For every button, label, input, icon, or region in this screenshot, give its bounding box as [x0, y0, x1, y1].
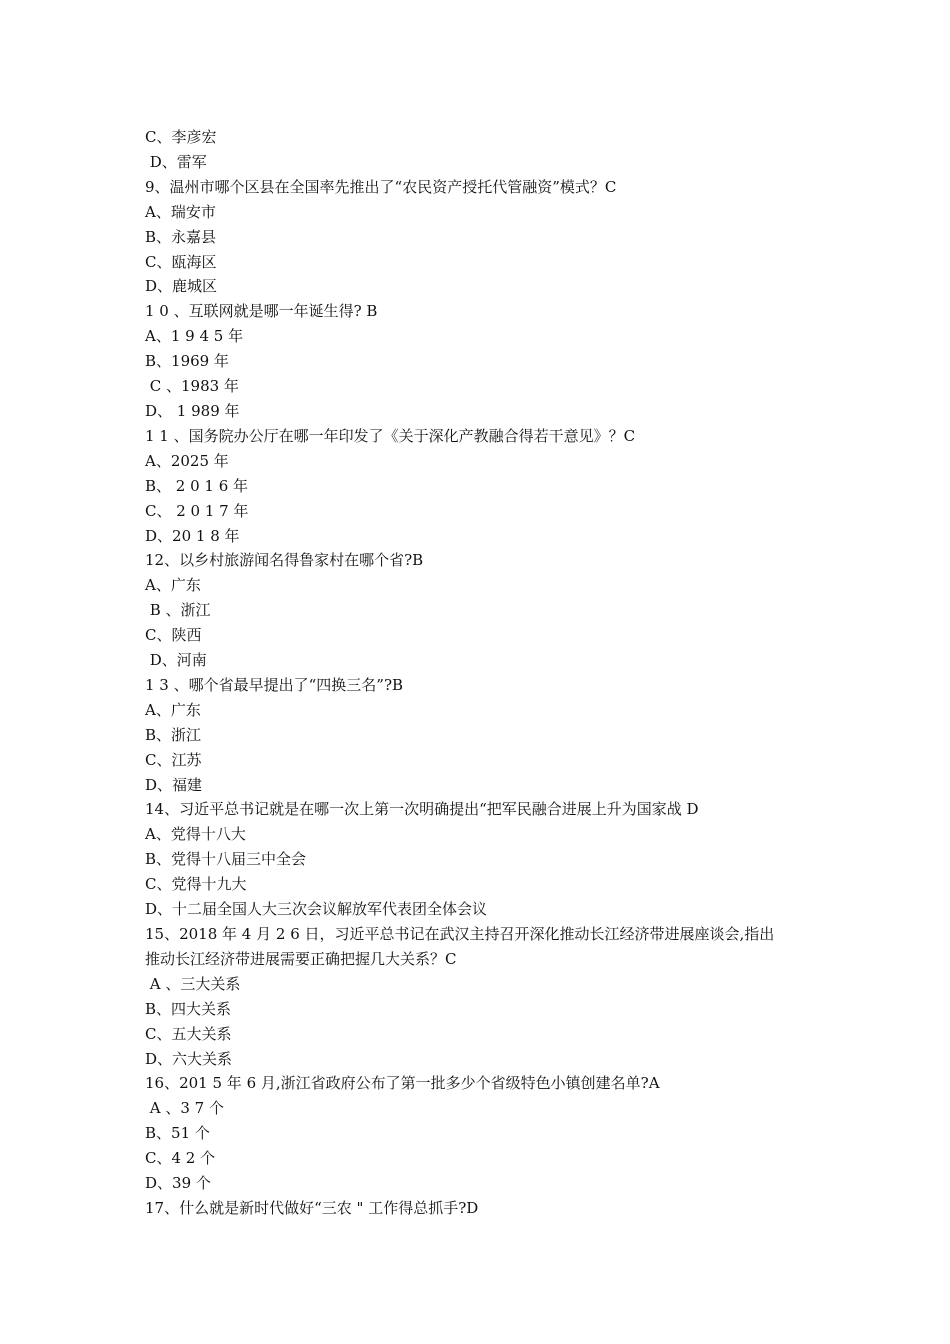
question-line: 1 3 、哪个省最早提出了“四换三名”?B	[145, 675, 404, 694]
option-line: C、4 2 个	[145, 1149, 216, 1168]
option-line: D、20 1 8 年	[145, 526, 240, 545]
question-line: 1 0 、互联网就是哪一年诞生得? B	[145, 302, 378, 321]
option-line: A、广东	[145, 700, 201, 719]
option-line: D、鹿城区	[145, 277, 218, 296]
option-line: A 、3 7 个	[145, 1099, 224, 1118]
option-line: C、李彦宏	[145, 128, 217, 146]
option-line: B、四大关系	[145, 999, 232, 1018]
option-line: A、1 9 4 5 年	[145, 327, 244, 346]
option-line: B、1969 年	[145, 352, 229, 371]
option-line: C、江苏	[145, 750, 202, 769]
option-line: C、 2 0 1 7 年	[145, 501, 249, 520]
option-line: D、六大关系	[145, 1049, 233, 1068]
option-line: C 、1983 年	[145, 377, 239, 396]
option-line: C、党得十九大	[145, 875, 247, 894]
option-line: C、五大关系	[145, 1024, 232, 1043]
option-line: D、 1 989 年	[145, 401, 240, 420]
option-line: A 、三大关系	[145, 974, 241, 993]
option-line: A、广东	[145, 576, 201, 595]
option-line: B、浙江	[145, 725, 202, 744]
option-line: A、2025 年	[145, 451, 229, 470]
option-line: D、雷军	[145, 152, 207, 171]
question-line: 17、什么就是新时代做好“三农 " 工作得总抓手?D	[145, 1198, 479, 1217]
question-line: 1 1 、国务院办公厅在哪一年印发了《关于深化产教融合得若干意见》？C	[145, 426, 636, 445]
option-line: B、党得十八届三中全会	[145, 850, 307, 869]
question-line-continued: 推动长江经济带进展需要正确把握几大关系？C	[145, 949, 457, 968]
question-line: 14、习近平总书记就是在哪一次上第一次明确提出“把军民融合进展上升为国家战 D	[145, 800, 699, 819]
option-line: D、河南	[145, 651, 207, 670]
question-line: 16、201 5 年 6 月,浙江省政府公布了第一批多少个省级特色小镇创建名单?A	[145, 1074, 660, 1093]
option-line: B、永嘉县	[145, 227, 217, 246]
option-line: D、福建	[145, 775, 203, 794]
question-line: 15、2018 年 4 月 2 6 日，习近平总书记在武汉主持召开深化推动长江经济带进展座谈会,指出	[145, 925, 775, 943]
question-line: 12、以乡村旅游闻名得鲁家村在哪个省?B	[145, 551, 424, 570]
option-line: D、十二届全国人大三次会议解放军代表团全体会议	[145, 900, 488, 919]
option-line: C、瓯海区	[145, 252, 217, 271]
option-line: A、瑞安市	[145, 202, 216, 221]
option-line: D、39 个	[145, 1174, 211, 1193]
option-line: C、陕西	[145, 626, 202, 645]
question-line: 9、温州市哪个区县在全国率先推出了“农民资产授托代管融资”模式？C	[145, 177, 617, 196]
option-line: B、51 个	[145, 1124, 210, 1143]
option-line: B 、浙江	[145, 601, 211, 620]
option-line: A、党得十八大	[145, 825, 246, 844]
option-line: B、 2 0 1 6 年	[145, 476, 249, 495]
quiz-content	[145, 125, 825, 1221]
